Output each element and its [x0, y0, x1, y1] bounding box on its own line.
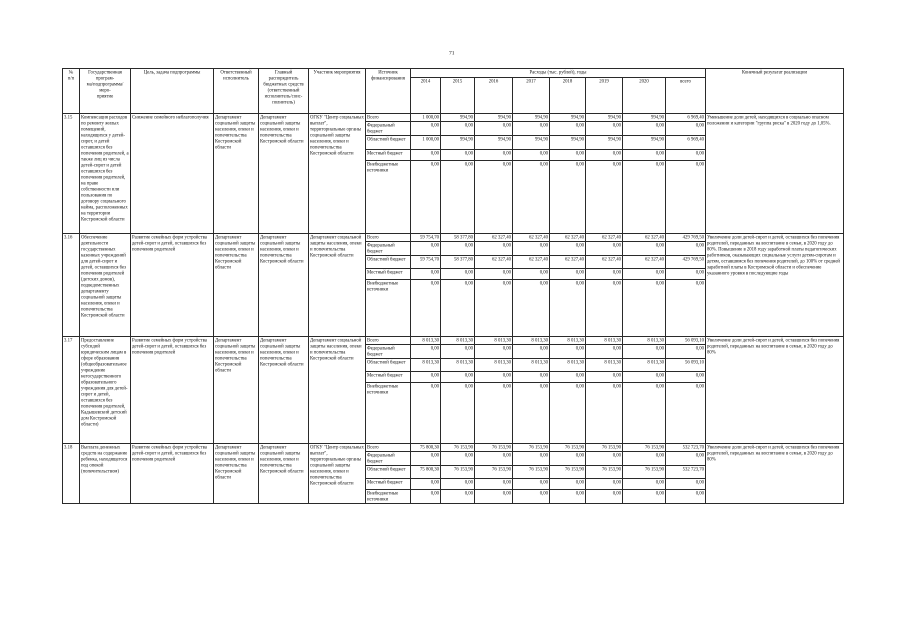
expense-2015-cell: 76 153,90 — [441, 444, 475, 452]
expense-2020-cell: 0,00 — [623, 242, 666, 256]
expense-total-cell: 0,00 — [666, 280, 706, 337]
expense-2015-cell: 8 013,30 — [441, 359, 475, 372]
expense-2017-cell: 0,00 — [513, 161, 550, 234]
expense-total-cell: 6 969,40 — [666, 114, 706, 122]
funding-row — [63, 114, 844, 122]
budget-manager-cell: Департамент социальной защиты населения, опеки и попечительства Костромской области — [259, 114, 309, 234]
program-name-cell: Предоставление субсидий юридическим лицам в сфере образования (общеобразовательное учреждение негосударственного образовательного учреждения для детей-сирот и детей, оставшихся без попечения родителей, Кадышевский детский дом Костромской области) — [80, 337, 131, 444]
funding-source-cell: Внебюджетные источники — [366, 161, 411, 234]
program-table — [62, 68, 844, 504]
row-number-cell: 3.16 — [63, 234, 80, 337]
expense-2020-cell: 0,00 — [623, 452, 666, 466]
funding-source-cell: Федеральный бюджет — [366, 242, 411, 256]
budget-manager-cell: Департамент социальной защиты населения, опеки и попечительства Костромской области — [259, 337, 309, 444]
expense-2016-cell: 0,00 — [475, 345, 513, 359]
expense-2017-cell: 0,00 — [513, 452, 550, 466]
row-number-cell: 3.15 — [63, 114, 80, 234]
expense-2020-cell: 0,00 — [623, 490, 666, 504]
funding-row — [63, 444, 844, 452]
expense-2019-cell: 0,00 — [586, 479, 623, 490]
expense-2019-cell: 0,00 — [586, 490, 623, 504]
expense-2016-cell: 0,00 — [475, 490, 513, 504]
expense-total-cell: 429 769,50 — [666, 234, 706, 242]
header-goal: Цель, задача подпрограммы — [131, 69, 214, 114]
header-year-2020: 2020 — [623, 78, 666, 114]
expense-2014-cell: 0,00 — [411, 122, 441, 136]
expense-2020-cell: 0,00 — [623, 269, 666, 280]
expense-2015-cell: 8 013,30 — [441, 337, 475, 345]
expense-2016-cell: 0,00 — [475, 383, 513, 444]
expense-total-cell: 0,00 — [666, 345, 706, 359]
expense-2019-cell: 0,00 — [586, 383, 623, 444]
expense-2017-cell: 76 153,90 — [513, 444, 550, 452]
funding-source-cell: Местный бюджет — [366, 479, 411, 490]
expense-2014-cell: 0,00 — [411, 345, 441, 359]
expense-2017-cell: 0,00 — [513, 242, 550, 256]
expense-total-cell: 532 723,70 — [666, 444, 706, 452]
row-number-cell: 3.17 — [63, 337, 80, 444]
expense-2017-cell: 994,90 — [513, 114, 550, 122]
funding-source-cell: Всего — [366, 337, 411, 345]
header-budget-manager: Главный распорядитель бюджетных средств (ответственный исполнитель/соис- полнитель) — [259, 69, 309, 114]
expense-2014-cell: 0,00 — [411, 383, 441, 444]
participant-cell: Департамент социальной защиты населения, опеки и попечительства Костромской области — [309, 234, 366, 337]
expense-total-cell: 0,00 — [666, 479, 706, 490]
expense-2018-cell: 62 327,40 — [550, 234, 586, 242]
expense-2014-cell: 0,00 — [411, 269, 441, 280]
funding-source-cell: Внебюджетные источники — [366, 383, 411, 444]
expense-2016-cell: 0,00 — [475, 242, 513, 256]
expense-2018-cell: 0,00 — [550, 122, 586, 136]
header-funding-source: Источник финансирования — [366, 69, 411, 114]
responsible-executor-cell: Департамент социальной защиты населения, опеки и попечительства Костромской области — [214, 234, 259, 337]
expense-2019-cell: 76 153,90 — [586, 466, 623, 479]
header-responsible: Ответственный исполнитель — [214, 69, 259, 114]
funding-source-cell: Всего — [366, 234, 411, 242]
funding-source-cell: Всего — [366, 114, 411, 122]
result-cell: Уменьшение доли детей, находящихся в социально опасном положении и категории "группа риска" в 2020 году до 1,05%. — [706, 114, 844, 234]
expense-2016-cell: 0,00 — [475, 372, 513, 383]
header-result: Конечный результат реализации — [706, 69, 844, 114]
funding-source-cell: Местный бюджет — [366, 269, 411, 280]
expense-total-cell: 0,00 — [666, 490, 706, 504]
expense-2018-cell: 8 013,30 — [550, 359, 586, 372]
funding-source-cell: Областной бюджет — [366, 359, 411, 372]
expense-2015-cell: 0,00 — [441, 161, 475, 234]
header-participant: Участник мероприятия — [309, 69, 366, 114]
expense-2014-cell: 59 754,70 — [411, 256, 441, 269]
expense-2018-cell: 0,00 — [550, 280, 586, 337]
funding-source-cell: Местный бюджет — [366, 150, 411, 161]
expense-2016-cell: 994,90 — [475, 136, 513, 150]
expense-2015-cell: 994,90 — [441, 114, 475, 122]
expense-2015-cell: 76 153,90 — [441, 466, 475, 479]
budget-manager-cell: Департамент социальной защиты населения, опеки и попечительства Костромской области — [259, 234, 309, 337]
expense-2016-cell: 0,00 — [475, 280, 513, 337]
budget-manager-cell: Департамент социальной защиты населения, опеки и попечительства Костромской области — [259, 444, 309, 504]
expense-2019-cell: 994,90 — [586, 114, 623, 122]
expense-2018-cell: 62 327,40 — [550, 256, 586, 269]
expense-2015-cell: 0,00 — [441, 269, 475, 280]
header-year-2019: 2019 — [586, 78, 623, 114]
expense-2016-cell: 8 013,30 — [475, 337, 513, 345]
funding-source-cell: Внебюджетные источники — [366, 490, 411, 504]
row-number-cell: 3.18 — [63, 444, 80, 504]
funding-source-cell: Местный бюджет — [366, 372, 411, 383]
expense-2017-cell: 0,00 — [513, 122, 550, 136]
expense-total-cell: 0,00 — [666, 269, 706, 280]
result-cell: Увеличение доли детей-сирот и детей, оставшихся без попечения родителей, переданных на воспитание в семьи, в 2020 году до 80% — [706, 337, 844, 444]
expense-2017-cell: 0,00 — [513, 280, 550, 337]
expense-2015-cell: 58 377,80 — [441, 256, 475, 269]
expense-2014-cell: 75 800,30 — [411, 466, 441, 479]
expense-2019-cell: 0,00 — [586, 122, 623, 136]
expense-2018-cell: 994,90 — [550, 114, 586, 122]
expense-total-cell: 0,00 — [666, 452, 706, 466]
program-name-cell: Выплата денежных средств на содержание ребенка, находящегося под опекой (попечительством) — [80, 444, 131, 504]
expense-2020-cell: 0,00 — [623, 122, 666, 136]
expense-2019-cell: 0,00 — [586, 452, 623, 466]
expense-2016-cell: 0,00 — [475, 269, 513, 280]
funding-source-cell: Федеральный бюджет — [366, 452, 411, 466]
expense-2020-cell: 62 327,40 — [623, 234, 666, 242]
responsible-executor-cell: Департамент социальной защиты населения, опеки и попечительства Костромской области — [214, 444, 259, 504]
expense-2019-cell: 0,00 — [586, 161, 623, 234]
result-cell: Увеличение доли детей-сирот и детей, оставшихся без попечения родителей, переданных на воспитание в семьи, в 2020 году до 80%. Повышение в 2018 году заработной платы педагогических работников, оказывающих социальные услуги детям-сиротам и детям, оставшимся без попечения родителей, до 100% от средней заработной платы в Костромской области и обеспечение указанного уровня в последующие годы — [706, 234, 844, 337]
funding-source-cell: Областной бюджет — [366, 256, 411, 269]
goal-cell: Развитие семейных форм устройства детей-сирот и детей, оставшихся без попечения родителей — [131, 444, 214, 504]
expense-2020-cell: 76 153,90 — [623, 466, 666, 479]
table-row-group — [63, 337, 844, 444]
expense-2017-cell: 0,00 — [513, 150, 550, 161]
expense-2020-cell: 0,00 — [623, 280, 666, 337]
table-row-group — [63, 234, 844, 337]
expense-2016-cell: 62 327,40 — [475, 234, 513, 242]
funding-source-cell: Федеральный бюджет — [366, 345, 411, 359]
expense-2019-cell: 0,00 — [586, 372, 623, 383]
participant-cell: Департамент социальной защиты населения, опеки и попечительства Костромской области — [309, 337, 366, 444]
expense-2018-cell: 0,00 — [550, 479, 586, 490]
expense-2017-cell: 0,00 — [513, 345, 550, 359]
expense-2014-cell: 75 800,30 — [411, 444, 441, 452]
expense-2020-cell: 0,00 — [623, 479, 666, 490]
expense-2020-cell: 0,00 — [623, 150, 666, 161]
header-year-2016: 2016 — [475, 78, 513, 114]
header-number: № п/п — [63, 69, 80, 114]
expense-2014-cell: 0,00 — [411, 479, 441, 490]
funding-source-cell: Всего — [366, 444, 411, 452]
responsible-executor-cell: Департамент социальной защиты населения, опеки и попечительства Костромской области — [214, 337, 259, 444]
expense-2018-cell: 76 153,90 — [550, 444, 586, 452]
expense-2018-cell: 0,00 — [550, 269, 586, 280]
expense-2018-cell: 0,00 — [550, 490, 586, 504]
expense-2019-cell: 76 153,90 — [586, 444, 623, 452]
expense-2018-cell: 0,00 — [550, 150, 586, 161]
expense-total-cell: 0,00 — [666, 150, 706, 161]
header-expenses: Расходы (тыс. рублей), годы — [411, 69, 706, 78]
expense-2017-cell: 76 153,90 — [513, 466, 550, 479]
expense-total-cell: 0,00 — [666, 372, 706, 383]
expense-2014-cell: 0,00 — [411, 280, 441, 337]
participant-cell: ОГКУ "Центр социальных выплат", территориальные органы социальной защиты населения, опеки и попечительства Костромской области — [309, 114, 366, 234]
funding-source-cell: Внебюджетные источники — [366, 280, 411, 337]
expense-2018-cell: 0,00 — [550, 383, 586, 444]
expense-2016-cell: 0,00 — [475, 452, 513, 466]
expense-2016-cell: 0,00 — [475, 150, 513, 161]
expense-2020-cell: 0,00 — [623, 345, 666, 359]
header-year-2015: 2015 — [441, 78, 475, 114]
header-total: всего — [666, 78, 706, 114]
expense-2015-cell: 0,00 — [441, 280, 475, 337]
program-name-cell: Компенсация расходов по ремонту жилых помещений, находящихся у детей-сирот, и детей оставшихся без попечения родителей, а также лиц из числа детей-сирот и детей оставшихся без попечения родителей, на праве собственности или пользования по договору социального найма, расположенных на территории Костромской области — [80, 114, 131, 234]
expense-2015-cell: 0,00 — [441, 372, 475, 383]
expense-2017-cell: 0,00 — [513, 383, 550, 444]
expense-2014-cell: 0,00 — [411, 242, 441, 256]
expense-2019-cell: 8 013,30 — [586, 359, 623, 372]
expense-2016-cell: 0,00 — [475, 122, 513, 136]
expense-2020-cell: 0,00 — [623, 161, 666, 234]
table-row-group — [63, 444, 844, 504]
expense-2018-cell: 76 153,90 — [550, 466, 586, 479]
page-number: 71 — [449, 50, 455, 56]
expense-2020-cell: 62 327,40 — [623, 256, 666, 269]
funding-source-cell: Областной бюджет — [366, 136, 411, 150]
expense-2018-cell: 8 013,30 — [550, 337, 586, 345]
expense-2019-cell: 0,00 — [586, 242, 623, 256]
expense-2019-cell: 0,00 — [586, 345, 623, 359]
expense-2016-cell: 62 327,40 — [475, 256, 513, 269]
expense-2014-cell: 0,00 — [411, 452, 441, 466]
expense-2017-cell: 0,00 — [513, 372, 550, 383]
expense-total-cell: 0,00 — [666, 161, 706, 234]
expense-2016-cell: 0,00 — [475, 161, 513, 234]
expense-2016-cell: 8 013,30 — [475, 359, 513, 372]
header-year-2014: 2014 — [411, 78, 441, 114]
expense-2015-cell: 0,00 — [441, 122, 475, 136]
result-cell: Увеличение доли детей-сирот и детей, оставшихся без попечения родителей, переданных на воспитание в семьи, в 2020 году до 80% — [706, 444, 844, 504]
funding-source-cell: Федеральный бюджет — [366, 122, 411, 136]
expense-2014-cell: 59 754,70 — [411, 234, 441, 242]
expense-2020-cell: 76 153,90 — [623, 444, 666, 452]
table-row-group — [63, 114, 844, 234]
funding-row — [63, 234, 844, 242]
expense-2016-cell: 76 153,90 — [475, 466, 513, 479]
expense-2020-cell: 994,90 — [623, 136, 666, 150]
expense-2014-cell: 8 013,30 — [411, 337, 441, 345]
program-name-cell: Обеспечение деятельности государственных казенных учреждений для детей-сирот и детей, оставшихся без попечения родителей (детских домов), подведомственных департаменту социальной защиты населения, опеки и попечительства Костромской области — [80, 234, 131, 337]
expense-2017-cell: 0,00 — [513, 269, 550, 280]
expense-total-cell: 0,00 — [666, 242, 706, 256]
expense-2016-cell: 994,90 — [475, 114, 513, 122]
expense-2015-cell: 0,00 — [441, 479, 475, 490]
expense-2014-cell: 8 013,30 — [411, 359, 441, 372]
expense-2015-cell: 0,00 — [441, 242, 475, 256]
expense-total-cell: 429 769,50 — [666, 256, 706, 269]
header-year-2018: 2018 — [550, 78, 586, 114]
expense-total-cell: 0,00 — [666, 383, 706, 444]
expense-2015-cell: 994,90 — [441, 136, 475, 150]
header-year-2017: 2017 — [513, 78, 550, 114]
expense-2017-cell: 62 327,40 — [513, 234, 550, 242]
expense-2019-cell: 994,90 — [586, 136, 623, 150]
expense-2016-cell: 76 153,90 — [475, 444, 513, 452]
expense-2017-cell: 0,00 — [513, 479, 550, 490]
expense-2014-cell: 0,00 — [411, 372, 441, 383]
participant-cell: ОГКУ "Центр социальных выплат", территориальные органы социальной защиты населения, опеки и попечительства Костромской области — [309, 444, 366, 504]
expense-2019-cell: 62 327,40 — [586, 234, 623, 242]
expense-2017-cell: 0,00 — [513, 490, 550, 504]
expense-total-cell: 56 093,10 — [666, 359, 706, 372]
expense-total-cell: 0,00 — [666, 122, 706, 136]
expense-2015-cell: 0,00 — [441, 150, 475, 161]
expense-2020-cell: 0,00 — [623, 383, 666, 444]
responsible-executor-cell: Департамент социальной защиты населения, опеки и попечительства Костромской области — [214, 114, 259, 234]
expense-total-cell: 532 723,70 — [666, 466, 706, 479]
expense-2014-cell: 0,00 — [411, 490, 441, 504]
expense-2014-cell: 1 000,00 — [411, 136, 441, 150]
header-program: Государственная програм- ма/подпрограмма/меро- приятие — [80, 69, 131, 114]
expense-2014-cell: 0,00 — [411, 161, 441, 234]
expense-total-cell: 56 093,10 — [666, 337, 706, 345]
expense-2014-cell: 1 000,00 — [411, 114, 441, 122]
expense-2015-cell: 0,00 — [441, 490, 475, 504]
expense-2017-cell: 62 327,40 — [513, 256, 550, 269]
funding-source-cell: Областной бюджет — [366, 466, 411, 479]
expense-2020-cell: 8 013,30 — [623, 359, 666, 372]
expense-2019-cell: 0,00 — [586, 269, 623, 280]
expense-2017-cell: 994,90 — [513, 136, 550, 150]
expense-2019-cell: 0,00 — [586, 150, 623, 161]
expense-2015-cell: 0,00 — [441, 383, 475, 444]
expense-2018-cell: 994,90 — [550, 136, 586, 150]
expense-2020-cell: 8 013,30 — [623, 337, 666, 345]
expense-2019-cell: 0,00 — [586, 280, 623, 337]
expense-2020-cell: 994,90 — [623, 114, 666, 122]
expense-2018-cell: 0,00 — [550, 345, 586, 359]
expense-2018-cell: 0,00 — [550, 372, 586, 383]
goal-cell: Снижение семейного неблагополучия — [131, 114, 214, 234]
expense-2017-cell: 8 013,30 — [513, 359, 550, 372]
goal-cell: Развитие семейных форм устройства детей-сирот и детей, оставшихся без попечения родителей — [131, 234, 214, 337]
expense-2017-cell: 8 013,30 — [513, 337, 550, 345]
goal-cell: Развитие семейных форм устройства детей-сирот и детей, оставшихся без попечения родителей — [131, 337, 214, 444]
expense-2018-cell: 0,00 — [550, 161, 586, 234]
expense-2018-cell: 0,00 — [550, 242, 586, 256]
expense-2019-cell: 62 327,40 — [586, 256, 623, 269]
expense-2014-cell: 0,00 — [411, 150, 441, 161]
funding-row — [63, 337, 844, 345]
expense-2015-cell: 0,00 — [441, 345, 475, 359]
expense-2015-cell: 58 377,80 — [441, 234, 475, 242]
expense-2016-cell: 0,00 — [475, 479, 513, 490]
expense-2020-cell: 0,00 — [623, 372, 666, 383]
expense-2018-cell: 0,00 — [550, 452, 586, 466]
expense-total-cell: 6 969,40 — [666, 136, 706, 150]
expense-2019-cell: 8 013,30 — [586, 337, 623, 345]
expense-2015-cell: 0,00 — [441, 452, 475, 466]
